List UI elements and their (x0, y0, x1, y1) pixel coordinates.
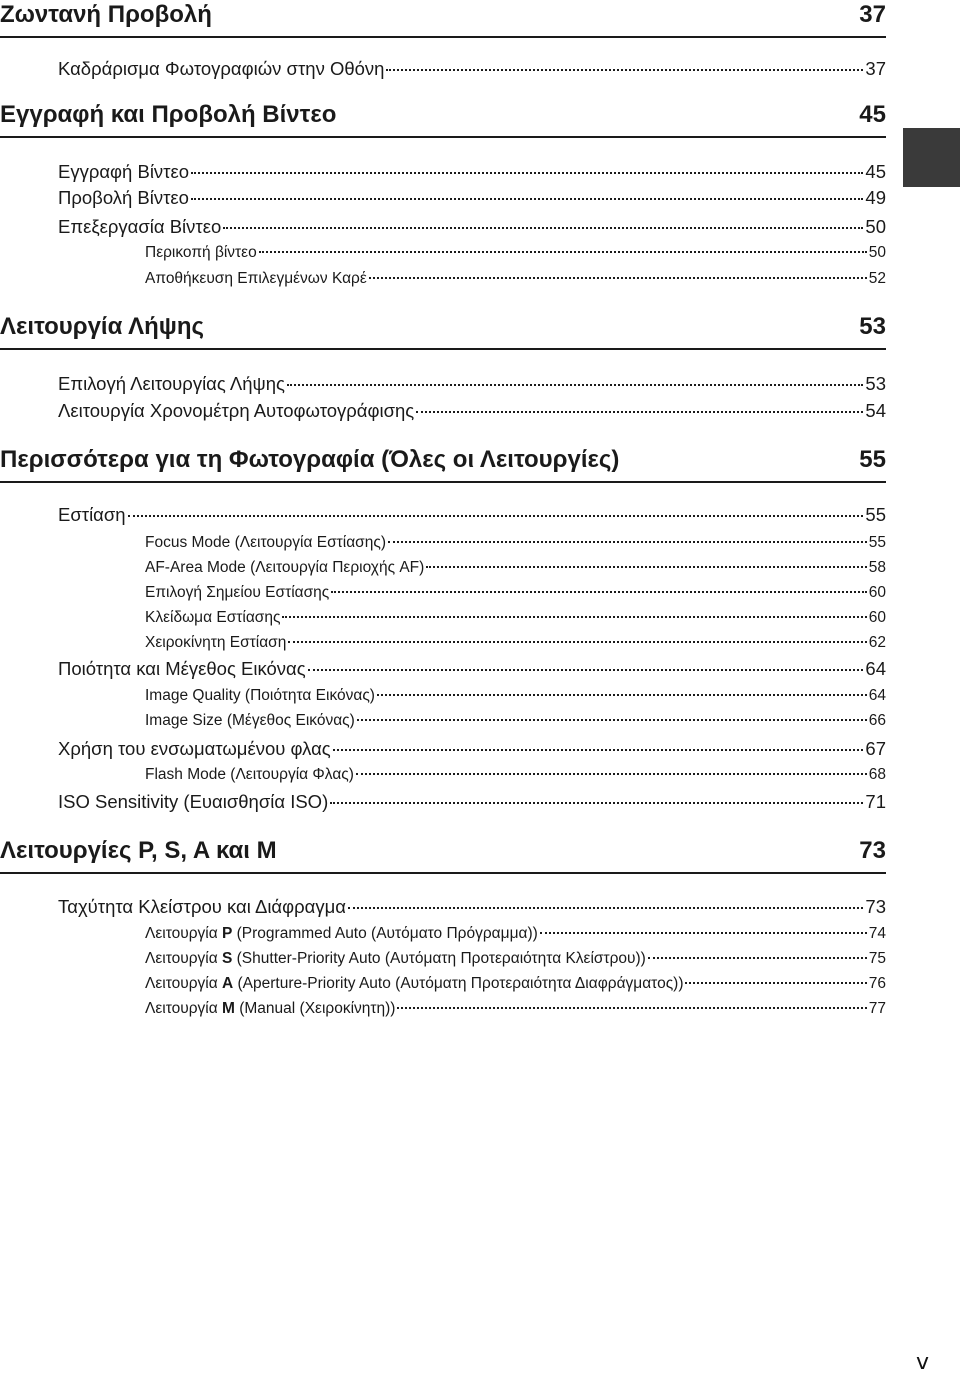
entry-page: 58 (868, 559, 886, 576)
entry-label: Ποιότητα και Μέγεθος Εικόνας (58, 658, 306, 679)
dot-leader (191, 198, 863, 200)
entry-label-suffix: (Aperture-Priority Auto (Αυτόματη Προτεραιότητα Διαφράγματος)) (233, 975, 684, 992)
toc-subentry[interactable] (145, 608, 886, 628)
entry-page: 52 (868, 270, 886, 287)
dot-leader (426, 566, 866, 568)
entry-label (145, 999, 395, 1019)
entry-label-prefix: Λειτουργία (145, 975, 222, 992)
dot-leader (388, 541, 867, 543)
toc-subentry[interactable] (145, 949, 886, 969)
dot-leader (357, 719, 867, 721)
entry-page: 55 (868, 534, 886, 551)
entry-label: Image Size (Μέγεθος Εικόνας) (145, 712, 355, 729)
entry-label (145, 949, 646, 969)
dot-leader (648, 957, 867, 959)
entry-label: Ταχύτητα Κλείστρου και Διάφραγμα (58, 896, 346, 917)
dot-leader (333, 749, 864, 751)
entry-label: Περικοπή βίντεο (145, 244, 257, 261)
toc-entry[interactable] (58, 372, 886, 396)
entry-label: Χειροκίνητη Εστίαση (145, 634, 287, 651)
dot-leader (259, 251, 867, 253)
toc-entry[interactable] (58, 186, 886, 210)
dot-leader (386, 69, 863, 71)
chapter-tab-marker (903, 128, 960, 187)
toc-subentry[interactable] (145, 686, 886, 706)
toc-entry[interactable] (58, 790, 886, 814)
dot-leader (397, 1007, 866, 1009)
entry-label: Εγγραφή Βίντεο (58, 161, 190, 182)
section-rule (0, 872, 886, 874)
entry-label: Επιλογή Σημείου Εστίασης (145, 584, 330, 601)
toc-subentry[interactable] (145, 583, 886, 603)
entry-page: 73 (865, 896, 886, 917)
entry-page: 60 (868, 609, 886, 626)
dot-leader (356, 773, 867, 775)
entry-label: Χρήση του ενσωματωμένου φλας (58, 738, 331, 759)
toc-entry[interactable] (58, 657, 886, 681)
section-page: 55 (859, 446, 886, 473)
entry-page: 50 (868, 244, 886, 261)
entry-label: Λειτουργία Χρονομέτρη Αυτοφωτογράφισης (58, 400, 415, 421)
section-page: 73 (859, 837, 886, 864)
entry-mode-letter: M (222, 1000, 235, 1017)
dot-leader (540, 932, 867, 934)
entry-label-prefix: Λειτουργία (145, 925, 222, 942)
dot-leader (330, 802, 863, 804)
toc-entry[interactable] (58, 399, 886, 423)
toc-entry[interactable] (58, 57, 886, 81)
section-title: Λειτουργία Λήψης (0, 313, 205, 340)
toc-subentry[interactable] (145, 533, 886, 553)
entry-page: 55 (865, 504, 886, 525)
toc-entry[interactable] (58, 215, 886, 239)
entry-page: 60 (868, 584, 886, 601)
dot-leader (416, 411, 863, 413)
toc-subentry[interactable] (145, 711, 886, 731)
section-page: 37 (859, 1, 886, 28)
entry-label-suffix: (Shutter-Priority Auto (Αυτόματη Προτεραιότητα Κλείστρου)) (232, 950, 646, 967)
section-heading[interactable] (0, 445, 886, 475)
entry-page: 74 (868, 925, 886, 942)
entry-label-suffix: (Manual (Χειροκίνητη)) (234, 1000, 396, 1017)
toc-subentry[interactable] (145, 974, 886, 994)
section-page: 53 (859, 313, 886, 340)
toc-entry[interactable] (58, 737, 886, 761)
entry-page: 77 (868, 1000, 886, 1017)
entry-label: AF-Area Mode (Λειτουργία Περιοχής AF) (145, 559, 425, 576)
section-rule (0, 348, 886, 350)
dot-leader (223, 227, 863, 229)
section-heading[interactable] (0, 100, 886, 130)
section-rule (0, 136, 886, 138)
section-page: 45 (859, 101, 886, 128)
section-rule (0, 36, 886, 38)
entry-label: Κλείδωμα Εστίασης (145, 609, 281, 626)
entry-label-suffix: (Programmed Auto (Αυτόματο Πρόγραμμα)) (232, 925, 538, 942)
entry-mode-letter: S (222, 950, 233, 967)
entry-label (145, 974, 683, 994)
entry-page: 53 (865, 373, 886, 394)
dot-leader (377, 694, 867, 696)
section-heading[interactable] (0, 836, 886, 866)
dot-leader (287, 384, 863, 386)
entry-mode-letter: P (222, 925, 233, 942)
toc-entry[interactable] (58, 895, 886, 919)
entry-label: Flash Mode (Λειτουργία Φλας) (145, 766, 354, 783)
entry-label: Επιλογή Λειτουργίας Λήψης (58, 373, 285, 394)
entry-label (145, 924, 538, 944)
dot-leader (685, 982, 866, 984)
section-title: Περισσότερα για τη Φωτογραφία (Όλες οι Λειτουργίες) (0, 446, 620, 473)
entry-page: 64 (868, 687, 886, 704)
entry-label: Εστίαση (58, 504, 126, 525)
section-title: Εγγραφή και Προβολή Βίντεο (0, 101, 337, 128)
dot-leader (128, 515, 864, 517)
entry-page: 67 (865, 738, 886, 759)
toc-subentry[interactable] (145, 924, 886, 944)
section-heading[interactable] (0, 0, 886, 30)
entry-page: 50 (865, 216, 886, 237)
entry-page: 54 (865, 400, 886, 421)
entry-label-prefix: Λειτουργία (145, 950, 222, 967)
section-title: Λειτουργίες P, S, A και M (0, 837, 277, 864)
entry-label: Επεξεργασία Βίντεο (58, 216, 222, 237)
section-title: Ζωντανή Προβολή (0, 1, 212, 28)
entry-page: 66 (868, 712, 886, 729)
dot-leader (331, 591, 866, 593)
entry-page: 71 (865, 791, 886, 812)
entry-page: 49 (865, 187, 886, 208)
entry-label: Αποθήκευση Επιλεγμένων Καρέ (145, 270, 367, 287)
entry-label: Focus Mode (Λειτουργία Εστίασης) (145, 534, 386, 551)
dot-leader (369, 277, 867, 279)
entry-page: 37 (865, 58, 886, 79)
dot-leader (288, 641, 866, 643)
section-heading[interactable] (0, 312, 886, 342)
toc-subentry[interactable] (145, 765, 886, 785)
dot-leader (308, 669, 864, 671)
entry-label: Καδράρισμα Φωτογραφιών στην Οθόνη (58, 58, 385, 79)
toc-subentry[interactable] (145, 633, 886, 653)
entry-label-prefix: Λειτουργία (145, 1000, 222, 1017)
entry-page: 62 (868, 634, 886, 651)
page-number: v (916, 1350, 930, 1375)
dot-leader (348, 907, 863, 909)
entry-page: 68 (868, 766, 886, 783)
toc-subentry[interactable] (145, 999, 886, 1019)
entry-page: 76 (868, 975, 886, 992)
entry-page: 45 (865, 161, 886, 182)
section-rule (0, 481, 886, 483)
toc-subentry[interactable] (145, 269, 886, 289)
toc-entry[interactable] (58, 160, 886, 184)
entry-page: 64 (865, 658, 886, 679)
dot-leader (191, 172, 863, 174)
entry-label: Προβολή Βίντεο (58, 187, 189, 208)
dot-leader (282, 616, 866, 618)
toc-subentry[interactable] (145, 558, 886, 578)
entry-page: 75 (868, 950, 886, 967)
toc-subentry[interactable] (145, 243, 886, 263)
entry-mode-letter: A (222, 975, 234, 992)
toc-entry[interactable] (58, 503, 886, 527)
entry-label: Image Quality (Ποιότητα Εικόνας) (145, 687, 375, 704)
entry-label: ISO Sensitivity (Ευαισθησία ISO) (58, 791, 329, 812)
